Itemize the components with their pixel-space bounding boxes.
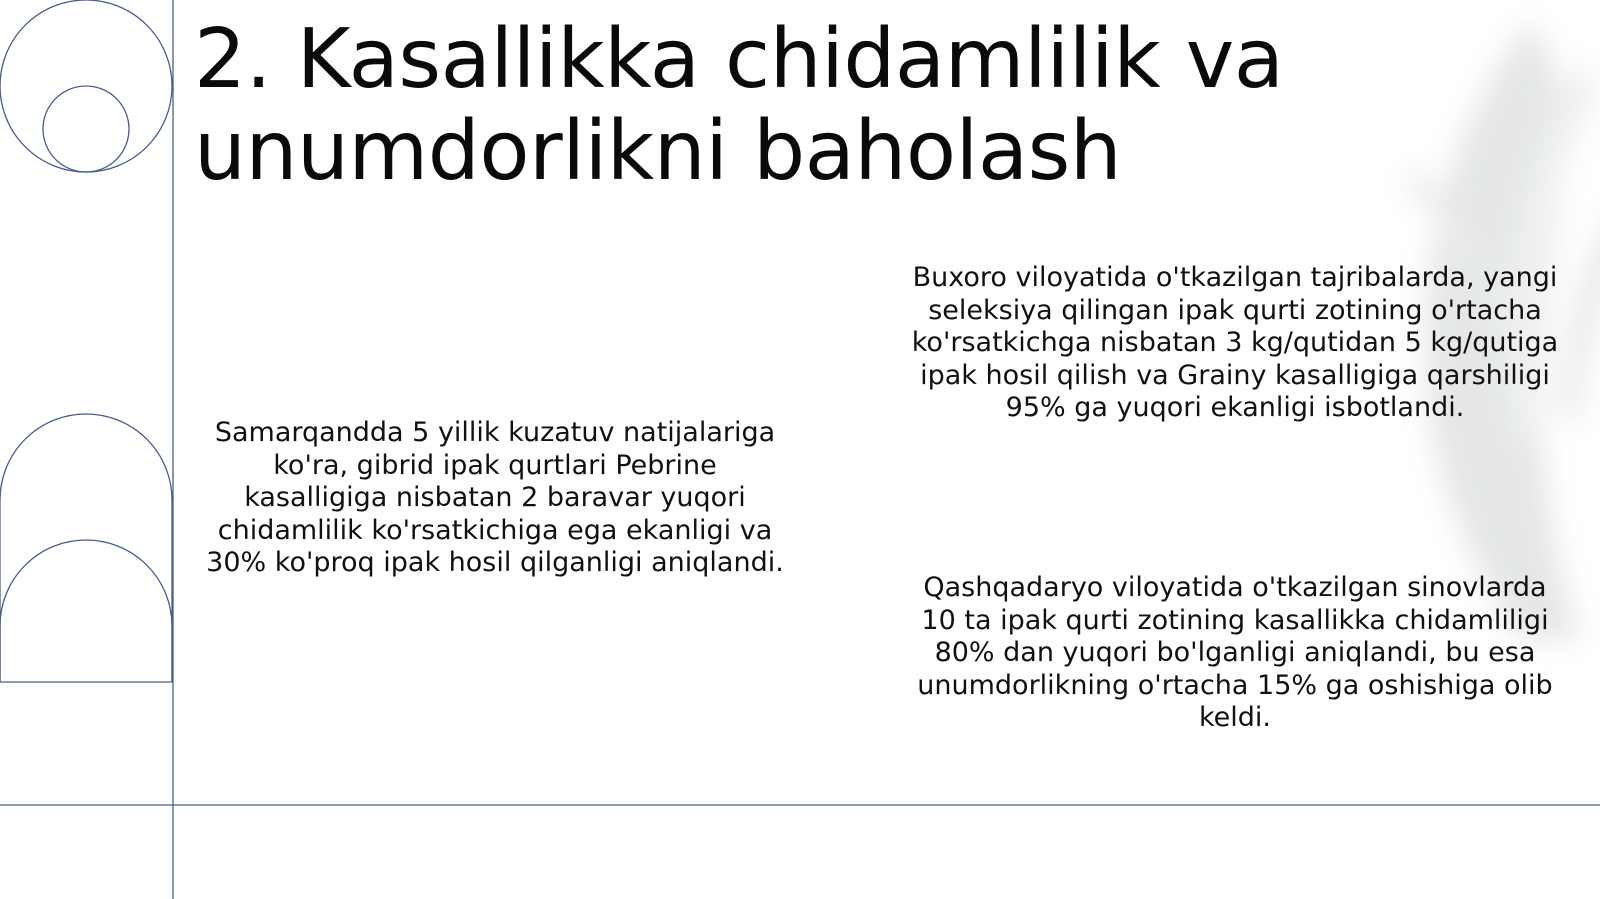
paragraph-line: seleksiya qilingan ipak qurti zotining o'rtacha [928, 294, 1542, 326]
paragraph-line: keldi. [1198, 702, 1271, 733]
buxoro-paragraph [890, 262, 1580, 425]
paragraph-line: chidamlilik ko'rsatkichiga ega ekanligi va [217, 514, 773, 546]
paragraph-line: ko'rsatkichga nisbatan 3 kg/qutidan 5 kg/qutiga [911, 327, 1559, 358]
paragraph-line: Buxoro viloyatida o'tkazilgan tajribalarda, yangi [912, 262, 1558, 293]
paragraph-line: ipak hosil qilish va Grainy kasalligiga qarshiligi [920, 359, 1550, 391]
slide-title-line: unumdorlikni baholash [194, 104, 1122, 199]
slide-title-line: 2. Kasallikka chidamlilik va [194, 12, 1284, 107]
paragraph-line: kasalligiga nisbatan 2 baravar yuqori [244, 482, 746, 513]
paragraph-line: ko'ra, gibrid ipak qurtlari Pebrine [273, 449, 717, 481]
small-circle-shape [43, 86, 129, 172]
paragraph-line: Samarqandda 5 yillik kuzatuv natijalariga [214, 417, 776, 448]
lower-arch-shape [0, 540, 172, 682]
paragraph-line: 95% ga yuqori ekanligi isbotlandi. [1005, 392, 1465, 423]
slide-title [194, 14, 1394, 198]
paragraph-line: 10 ta ipak qurti zotining kasallikka chidamliligi [921, 604, 1549, 636]
samarqand-paragraph [190, 417, 800, 580]
paragraph-line: 80% dan yuqori bo'lganligi aniqlandi, bu esa [934, 637, 1536, 668]
paragraph-line: 30% ko'proq ipak hosil qilganligi aniqlandi. [206, 547, 784, 578]
paragraph-line: Qashqadaryo viloyatida o'tkazilgan sinovlarda [923, 572, 1547, 603]
paragraph-line: unumdorlikning o'rtacha 15% ga oshishiga olib [917, 669, 1553, 701]
qashqadaryo-paragraph [890, 572, 1580, 735]
upper-arch-shape [0, 414, 172, 682]
